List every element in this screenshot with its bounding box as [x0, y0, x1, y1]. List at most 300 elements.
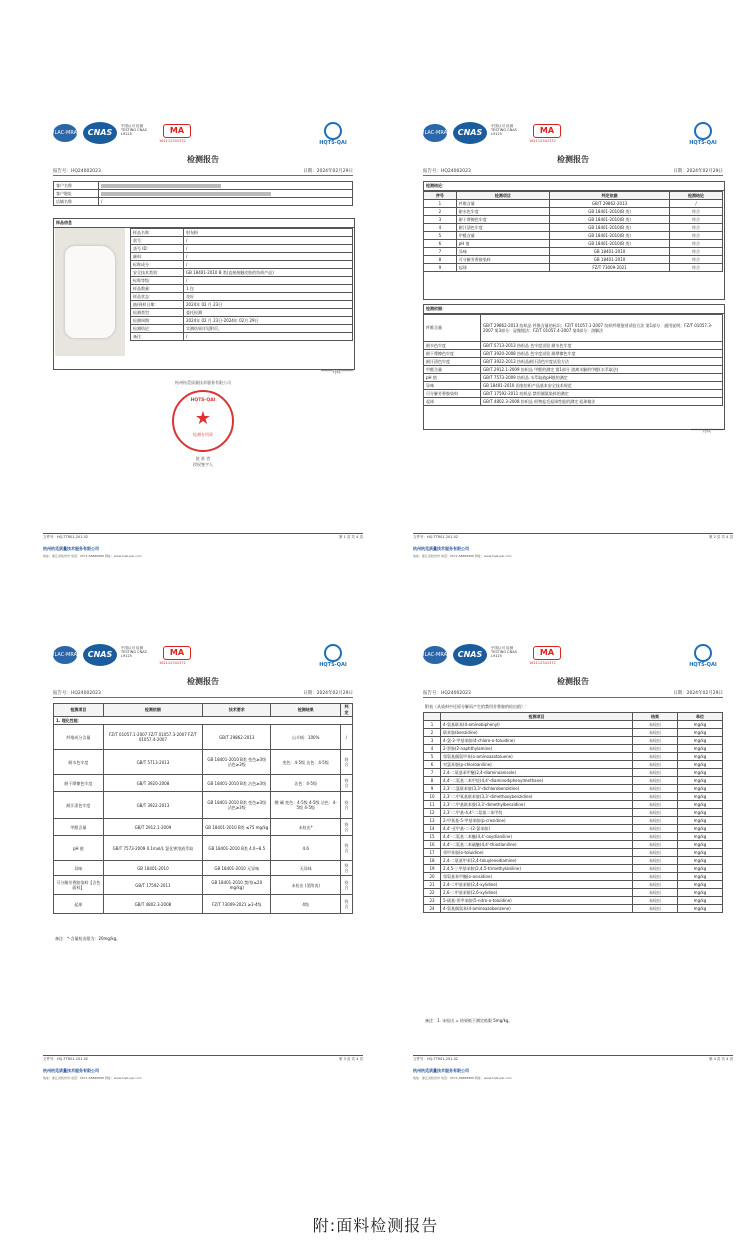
report-title: 检测报告 [187, 677, 219, 686]
result-cell: 未检出 [633, 817, 678, 825]
sample-value: 2024年 02 月 23日 [184, 301, 353, 309]
table-cell: 可分解芳香胺染料【含色面料】 [54, 876, 104, 895]
amine-name: 3,3'-二甲氧基联苯胺(3,3'-dimethoxybenzidine) [441, 793, 633, 801]
sample-bag-image [65, 246, 115, 338]
hqts-text: HQTS-QAI [319, 140, 347, 146]
table-cell: 1 [424, 200, 457, 208]
basis-standard: GB 18401-2010 国家纺织产品基本安全技术规范 [481, 382, 723, 390]
column-header: 检测项目 [54, 704, 104, 717]
amine-name: 对氯苯胺(p-chloroaniline) [441, 761, 633, 769]
sample-row [131, 301, 353, 309]
sample-label: 安全技术类别： [131, 269, 184, 277]
table-cell: 沾色：4-5级 [271, 775, 340, 792]
table-cell: GB 18401-2010(B 类) [550, 208, 670, 216]
sample-label: 检测结论： [131, 325, 184, 333]
row-number: 9 [424, 785, 441, 793]
amine-name: 邻氨基苯甲醚(o-anisidine) [441, 873, 633, 881]
table-row [424, 881, 723, 889]
hqts-text: HQTS-QAI [689, 662, 717, 668]
sample-row [131, 269, 353, 277]
table-row [424, 761, 723, 769]
column-header: 技术要求 [203, 704, 271, 717]
result-cell: 未检出 [633, 865, 678, 873]
basis-standard: GB/T 5713-2013 纺织品 色牢度试验 耐水色牢度 [481, 342, 723, 350]
seal-area [153, 380, 253, 490]
basis-standard: GB/T 3922-2013 纺织品耐汗渍色牢度试验方法 [481, 358, 723, 366]
company-seal [172, 390, 234, 452]
unit-cell: mg/kg [678, 809, 723, 817]
ma-logo: MA [533, 124, 561, 138]
report-page-3 [38, 640, 368, 1090]
footer-line [43, 1055, 363, 1062]
amine-name: 2,4-二氨基苯甲醚(2,4-diaminoanisole) [441, 769, 633, 777]
footer-company: 杭州杭觅质量技术服务有限公司 [413, 546, 469, 551]
ma-number: 161112341372 [529, 661, 556, 665]
form-number: 文件号：HQ-TTR01-201.02 [413, 535, 459, 539]
report-number: 报告号：HQ24002023 [423, 691, 471, 696]
hqts-ring-icon [694, 122, 712, 140]
amine-name: 3,3'-二氯联苯胺(3,3'-dichlorobenzidine) [441, 785, 633, 793]
result-cell: 未检出 [633, 873, 678, 881]
table-cell: 4.6 [271, 836, 340, 861]
table-row [424, 232, 723, 240]
table-cell: 可分解芳香胺染料 [456, 256, 549, 264]
sample-row [131, 261, 353, 269]
row-number: 15 [424, 833, 441, 841]
table-row [424, 721, 723, 729]
result-cell: 未检出 [633, 889, 678, 897]
report-title: 检测报告 [187, 155, 219, 164]
report-title: 检测报告 [557, 155, 589, 164]
appendix-caption: 附表（从染料中还原分解而产生的禁用芳香胺的检出值）： [425, 704, 529, 709]
sample-row [131, 309, 353, 317]
sample-photo [55, 228, 125, 356]
sample-label: 样品数量： [131, 285, 184, 293]
seal-top-text: HQTS-QAI [190, 398, 216, 403]
result-cell: 未检出 [633, 729, 678, 737]
unit-cell: mg/kg [678, 793, 723, 801]
ma-logo: MA [533, 646, 561, 660]
table-header [54, 704, 353, 717]
table-cell: 酸 碱 变色：4-5级 4-5级 沾色：4-5级 4-5级 [271, 792, 340, 819]
table-row [424, 374, 723, 382]
table-row [424, 200, 723, 208]
sample-value: / [184, 261, 353, 269]
table-cell: 异味 [456, 248, 549, 256]
client-value: / [99, 198, 353, 206]
unit-cell: mg/kg [678, 817, 723, 825]
table-cell: 符合 [340, 836, 352, 861]
result-cell: 未检出 [633, 737, 678, 745]
form-number: 文件号：HQ-TTR01-201.02 [43, 1057, 89, 1061]
ma-number: 161112341372 [159, 139, 186, 143]
table-row [424, 358, 723, 366]
sample-label: 颜料： [131, 253, 184, 261]
row-number: 18 [424, 857, 441, 865]
column-header [424, 713, 441, 721]
table-cell: GB 18401-2010(B 类) [550, 240, 670, 248]
sample-row [131, 293, 353, 301]
basis-item: 耐汗渍色牢度 [424, 358, 481, 366]
row-number: 10 [424, 793, 441, 801]
report-meta [423, 690, 723, 698]
page-number: 第 3 页 共 4 页 [338, 1057, 363, 1061]
report-date: 日期：2024年02月29日 [673, 169, 723, 174]
table-row [424, 865, 723, 873]
table-cell: FZ/T 73009-2021 [550, 264, 670, 272]
sample-value: 良好 [184, 293, 353, 301]
table-cell: 7 [424, 248, 457, 256]
report-number: 报告号：HQ24002023 [53, 169, 101, 174]
row-number: 11 [424, 801, 441, 809]
result-cell: 未检出 [633, 809, 678, 817]
row-number: 14 [424, 825, 441, 833]
table-cell: 符合 [340, 895, 352, 914]
row-number: 1 [424, 721, 441, 729]
basis-standard: GB/T 29862-2013 纺织品 纤维含量的标识；FZ/T 01057.1-2007 纺织纤维鉴别试验方法 第1部分：通用说明；FZ/T 01057.3-2007 第3部分：显微镜法；FZ/T 01057.4-2007 第4部分：溶解法 [481, 315, 723, 342]
column-header: 检测依据 [103, 704, 202, 717]
table-row [424, 873, 723, 881]
table-cell: 符合 [340, 792, 352, 819]
result-cell: 未检出 [633, 769, 678, 777]
table-cell: FZ/T 01057.1-2007 FZ/T 01057.3-2007 FZ/T 01057.4-2007 [103, 725, 202, 750]
table-row [424, 208, 723, 216]
sample-value: 1 包 [184, 285, 353, 293]
cnas-logo: CNAS [83, 122, 117, 144]
seal-bottom-text: 检测专用章 [193, 432, 213, 437]
client-row [54, 198, 353, 206]
result-cell: 未检出 [633, 753, 678, 761]
unit-cell: mg/kg [678, 729, 723, 737]
sample-info-header: 样品信息 [54, 219, 354, 228]
footer-company: 杭州杭觅质量技术服务有限公司 [413, 1068, 469, 1073]
row-number: 8 [424, 777, 441, 785]
result-cell: 未检出 [633, 777, 678, 785]
result-cell: 未检出 [633, 761, 678, 769]
hqts-logo [683, 644, 723, 666]
table-header [424, 713, 723, 721]
report-number: 报告号：HQ24002023 [53, 691, 101, 696]
footer-line [413, 533, 733, 540]
table-cell: 9 [424, 264, 457, 272]
amine-name: 2-甲氧基-5-甲基苯胺(p-cresidine) [441, 817, 633, 825]
client-label: 客户名称 [54, 182, 99, 190]
table-row [424, 216, 723, 224]
unit-cell: mg/kg [678, 753, 723, 761]
table-cell: GB/T 17592-2011 [103, 876, 202, 895]
ma-logo: MA [163, 646, 191, 660]
footer-line [43, 533, 363, 540]
column-header: 单位 [678, 713, 723, 721]
hqts-text: HQTS-QAI [689, 140, 717, 146]
table-cell: 符合 [670, 208, 723, 216]
page-footer [413, 1055, 733, 1080]
redacted-text [101, 192, 271, 196]
basis-standard: GB/T 3920-2008 纺织品 色牢度试验 耐摩擦色牢度 [481, 350, 723, 358]
table-cell: 符合 [670, 248, 723, 256]
table-row [54, 861, 353, 876]
column-header: 检测结论 [670, 192, 723, 200]
row-number: 23 [424, 897, 441, 905]
table-cell: 起球 [54, 895, 104, 914]
table-row [54, 895, 353, 914]
seal-star-icon: ★ [194, 408, 212, 429]
column-header: 检测项目 [441, 713, 633, 721]
table-cell: 纤维含量 [456, 200, 549, 208]
basis-item: 耐水色牢度 [424, 342, 481, 350]
footer-address: 地址：浙江省杭州市 电话：0571-88888888 网址：www.hqts-qai.com [43, 554, 142, 558]
table-row [54, 792, 353, 819]
row-number: 2 [424, 729, 441, 737]
unit-cell: mg/kg [678, 889, 723, 897]
unit-cell: mg/kg [678, 849, 723, 857]
result-cell: 未检出 [633, 833, 678, 841]
client-value [99, 182, 353, 190]
table-cell: 4 [424, 224, 457, 232]
client-row [54, 182, 353, 190]
client-table [53, 181, 353, 206]
unit-cell: mg/kg [678, 865, 723, 873]
sample-row [131, 237, 353, 245]
report-meta [423, 168, 723, 176]
table-row [424, 833, 723, 841]
table-row [424, 398, 723, 406]
basis-item: 耐干摩擦色牢度 [424, 350, 481, 358]
client-label: 客户地址 [54, 190, 99, 198]
unit-cell: mg/kg [678, 873, 723, 881]
table-cell: GB 18401-2010 禁用(≤20 mg/kg) [203, 876, 271, 895]
table-cell: GB 18401-2010 [550, 256, 670, 264]
sample-label: 货号 ID： [131, 245, 184, 253]
report-page-1 [38, 118, 368, 568]
report-page-4 [408, 640, 738, 1090]
table-cell: GB 18401-2010(B 类) [550, 232, 670, 240]
basis-standard: GB/T 17592-2011 纺织品 禁用偶氮染料的测定 [481, 390, 723, 398]
continue-mark: ******待续****** [691, 428, 723, 433]
table-row [424, 240, 723, 248]
table-row [54, 750, 353, 775]
column-header: 判定依据 [550, 192, 670, 200]
sample-value: 委托检测 [184, 309, 353, 317]
table-row [424, 256, 723, 264]
table-cell: 耐水色牢度 [456, 208, 549, 216]
table-row [424, 817, 723, 825]
bottom-caption: 附:面料检测报告 [312, 1216, 439, 1235]
cnas-logo: CNAS [453, 122, 487, 144]
table-row [54, 819, 353, 836]
unit-cell: mg/kg [678, 801, 723, 809]
page-number: 第 2 页 共 4 页 [708, 535, 733, 539]
table-cell: GB/T 29862-2013 [203, 725, 271, 750]
hqts-ring-icon [694, 644, 712, 662]
sample-label: 样品名称： [131, 229, 184, 237]
table-cell: 耐干摩擦色牢度 [456, 216, 549, 224]
table-cell: 符合 [670, 264, 723, 272]
unit-cell: mg/kg [678, 905, 723, 913]
amine-name: 4,4'-亚甲基-二-(2-氯苯胺) [441, 825, 633, 833]
sample-value: / [184, 333, 353, 341]
results-table [53, 703, 353, 914]
result-cell: 未检出 [633, 857, 678, 865]
report-title: 检测报告 [557, 677, 589, 686]
hqts-logo [683, 122, 723, 144]
row-number: 17 [424, 849, 441, 857]
table-cell: GB 18401-2010 B类 ≤75 mg/kg [203, 819, 271, 836]
table-row [424, 350, 723, 358]
result-cell: 未检出 [633, 825, 678, 833]
row-number: 4 [424, 745, 441, 753]
table-cell: 耐水色牢度 [54, 750, 104, 775]
result-cell: 未检出 [633, 849, 678, 857]
amine-name: 3,3'-二甲基-4,4'-二氨基二苯甲烷 [441, 809, 633, 817]
table-cell: 未检出 (见附表) [271, 876, 340, 895]
amine-name: 4-氨基偶氮苯(4-aminoazobenzene) [441, 905, 633, 913]
table-cell: 符合 [340, 819, 352, 836]
table-cell: 变色：4-5级 沾色：4-5级 [271, 750, 340, 775]
table-header [424, 192, 723, 200]
report-meta [53, 168, 353, 176]
row-number: 13 [424, 817, 441, 825]
amine-name: 联苯胺(benzidine) [441, 729, 633, 737]
table-row [424, 224, 723, 232]
table-cell: 8 [424, 256, 457, 264]
table-row [424, 769, 723, 777]
table-cell: GB 18401-2010(B 类) [550, 216, 670, 224]
row-number: 24 [424, 905, 441, 913]
table-cell: 符合 [670, 240, 723, 248]
table-cell: pH 值 [54, 836, 104, 861]
client-label: 店铺名称 [54, 198, 99, 206]
column-header: 序号 [424, 192, 457, 200]
row-number: 22 [424, 889, 441, 897]
table-row [424, 382, 723, 390]
amine-name: 4-氯-2-甲基苯胺(4-chloro-o-toluidine) [441, 737, 633, 745]
table-row [424, 857, 723, 865]
table-cell: GB 18401-2010 B类 4.0~8.5 [203, 836, 271, 861]
table-row [424, 905, 723, 913]
page-footer [413, 533, 733, 558]
sample-label: 抽/到样日期： [131, 301, 184, 309]
header-logos [53, 644, 353, 666]
form-number: 文件号：HQ-TTR01-201.02 [43, 535, 89, 539]
header-logos [53, 122, 353, 144]
page-footer [43, 533, 363, 558]
row-number: 20 [424, 873, 441, 881]
amine-name: 2-萘胺(2-naphthylamine) [441, 745, 633, 753]
table-cell: GB 18401-2010 B类 变色≥3级 沾色≥3级 [203, 792, 271, 819]
hqts-logo [313, 644, 353, 666]
table-cell: / [670, 200, 723, 208]
table-row [54, 876, 353, 895]
sample-row [131, 229, 353, 237]
results-note: 备注：*-含量检出限为：20mg/kg。 [55, 936, 121, 941]
signature-approver: 批 准 者 [195, 456, 211, 461]
unit-cell: mg/kg [678, 897, 723, 905]
ma-number: 161112341372 [159, 661, 186, 665]
basis-standard: GB/T 4802.3-2008 纺织品 织物起毛起球性能的测定 起球箱法 [481, 398, 723, 406]
result-cell: 未检出 [633, 793, 678, 801]
table-cell: 纤维成分含量 [54, 725, 104, 750]
table-cell: 5 [424, 232, 457, 240]
sample-label: 备注： [131, 333, 184, 341]
table-cell: 甲醛含量 [456, 232, 549, 240]
hqts-logo [313, 122, 353, 144]
table-cell: GB 18401-2010 无异味 [203, 861, 271, 876]
report-date: 日期：2024年02月29日 [303, 691, 353, 696]
table-cell: FZ/T 73009-2021 ≥3-4级 [203, 895, 271, 914]
table-cell: 山羊绒：100% [271, 725, 340, 750]
table-row [424, 785, 723, 793]
amine-name: 邻甲苯胺(o-toluidine) [441, 849, 633, 857]
table-row [54, 725, 353, 750]
table-row [424, 264, 723, 272]
table-cell: 未检出* [271, 819, 340, 836]
report-date: 日期：2024年02月29日 [303, 169, 353, 174]
table-cell: 6 [424, 240, 457, 248]
basis-table [423, 314, 723, 406]
table-row [424, 849, 723, 857]
basis-standard: GB/T 7573-2009 纺织品 水萃取液pH值的测定 [481, 374, 723, 382]
sample-row [131, 317, 353, 325]
table-cell: 3 [424, 216, 457, 224]
cnas-logo: CNAS [83, 644, 117, 666]
ilac-logo: ILAC-MRA [423, 646, 447, 664]
footer-address: 地址：浙江省杭州市 电话：0571-88888888 网址：www.hqts-qai.com [43, 1076, 142, 1080]
result-cell: 未检出 [633, 881, 678, 889]
unit-cell: mg/kg [678, 761, 723, 769]
table-row [424, 841, 723, 849]
cnas-subtext: 中国认可 检测 TESTING CNAS L9125 [121, 124, 147, 136]
report-date: 日期：2024年02月29日 [673, 691, 723, 696]
basis-item: 异味 [424, 382, 481, 390]
table-cell: GB 18401-2010 [103, 861, 202, 876]
table-row [424, 809, 723, 817]
unit-cell: mg/kg [678, 833, 723, 841]
ilac-logo: ILAC-MRA [53, 124, 77, 142]
table-cell: GB/T 3922-2013 [103, 792, 202, 819]
table-cell: 无异味 [271, 861, 340, 876]
table-row [54, 836, 353, 861]
basis-item: pH 值 [424, 374, 481, 382]
table-cell: GB/T 4802.3-2008 [103, 895, 202, 914]
table-cell: 耐干摩擦色牢度 [54, 775, 104, 792]
cnas-subtext: 中国认可 检测 TESTING CNAS L9125 [121, 646, 147, 658]
conclusion-header: 检测结论： [424, 182, 724, 191]
redacted-text [101, 184, 221, 188]
footer-address: 地址：浙江省杭州市 电话：0571-88888888 网址：www.hqts-qai.com [413, 1076, 512, 1080]
footer-company: 杭州杭觅质量技术服务有限公司 [43, 546, 99, 551]
sample-label: 检测类型： [131, 309, 184, 317]
sample-value: / [184, 237, 353, 245]
table-cell: GB 18401-2010(B 类) [550, 224, 670, 232]
result-cell: 未检出 [633, 721, 678, 729]
table-cell: 符合 [340, 861, 352, 876]
table-row [424, 793, 723, 801]
table-cell: GB 18401-2010 B类 变色≥3级 沾色≥3级 [203, 750, 271, 775]
unit-cell: mg/kg [678, 737, 723, 745]
table-cell: 耐汗渍色牢度 [54, 792, 104, 819]
report-meta [53, 690, 353, 698]
cnas-logo: CNAS [453, 644, 487, 666]
table-row [424, 745, 723, 753]
row-number: 5 [424, 753, 441, 761]
table-cell: GB/T 3920-2008 [103, 775, 202, 792]
table-cell: 4级 [271, 895, 340, 914]
header-logos [423, 644, 723, 666]
sample-value: / [184, 245, 353, 253]
basis-item: 纤维含量 [424, 315, 481, 342]
table-cell: GB 18401-2010 B类 沾色≥3级 [203, 775, 271, 792]
